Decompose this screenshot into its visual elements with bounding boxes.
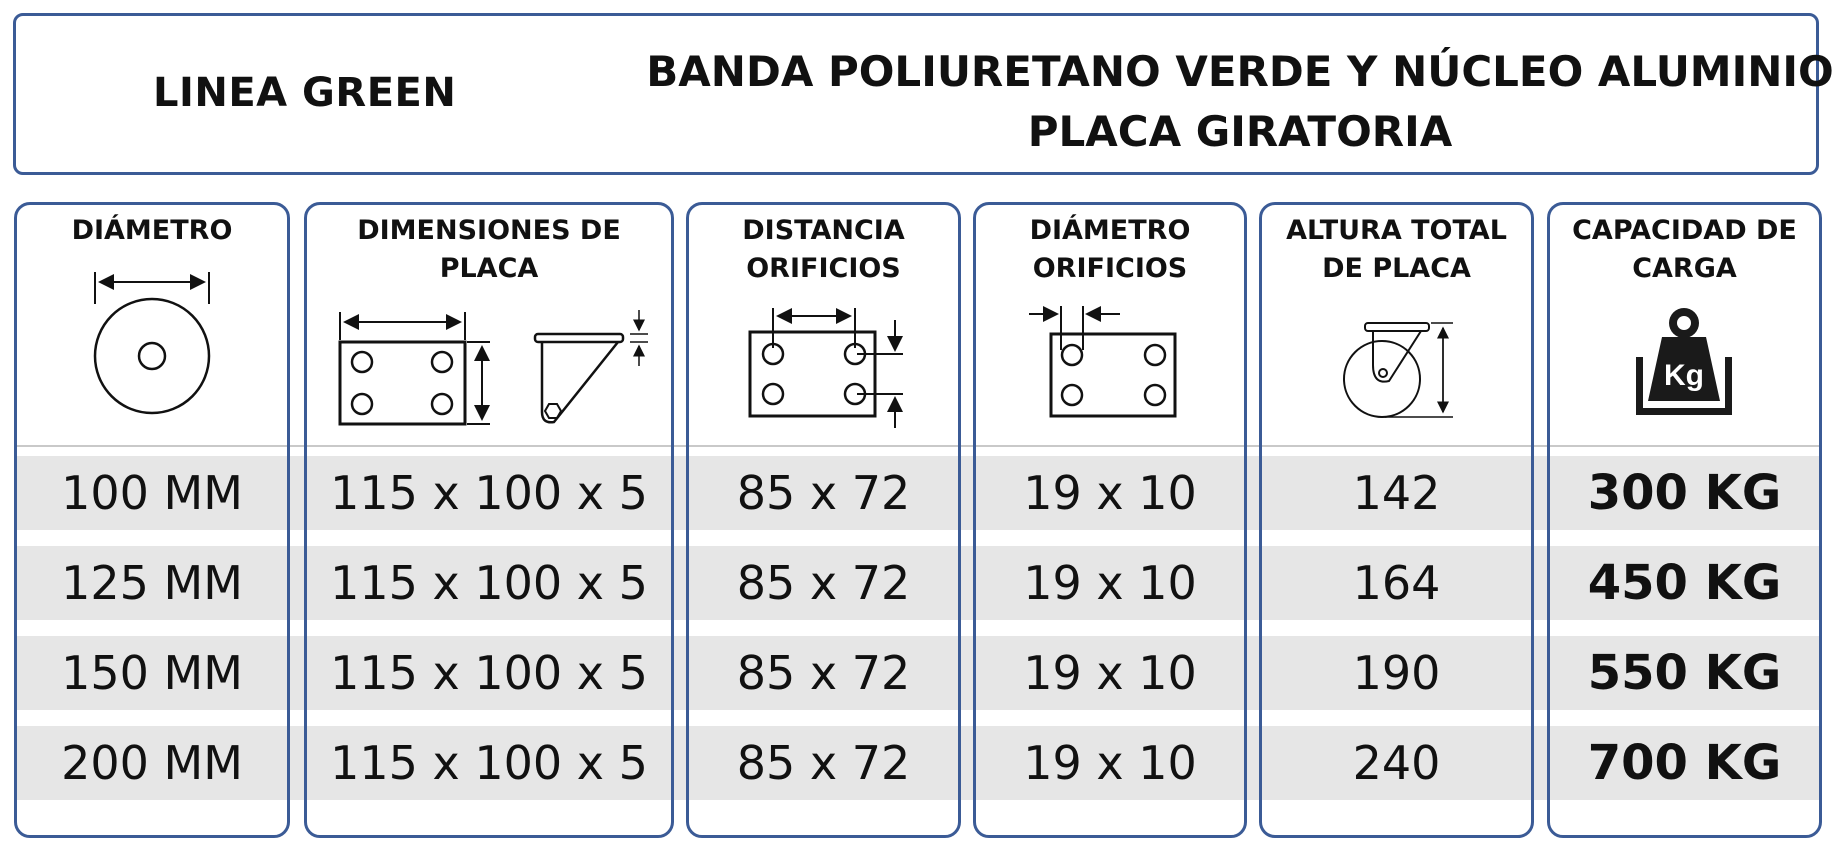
cell-capacity: 550 KG	[1587, 645, 1782, 701]
holes-diameter-icon	[1025, 300, 1195, 432]
title-line-2: PLACA GIRATORIA	[1027, 107, 1453, 156]
cell-height: 240	[1352, 736, 1441, 790]
weight-kg-icon	[1632, 305, 1737, 420]
cell-plate: 115 x 100 x 5	[330, 466, 648, 520]
cell-plate: 115 x 100 x 5	[330, 556, 648, 610]
cell-holes-diameter: 19 x 10	[1023, 466, 1197, 520]
cell-diameter: 125 MM	[61, 556, 243, 610]
cell-height: 190	[1352, 646, 1441, 700]
column-header-capacity: CAPACIDAD DE CARGA	[1572, 215, 1797, 284]
column-header-height: ALTURA TOTAL DE PLACA	[1286, 215, 1507, 284]
title-line-1: BANDA POLIURETANO VERDE Y NÚCLEO ALUMINIO	[646, 47, 1834, 96]
cell-holes-distance: 85 x 72	[736, 736, 911, 790]
cell-holes-diameter: 19 x 10	[1023, 736, 1197, 790]
column-header-plate: DIMENSIONES DE PLACA	[357, 215, 621, 284]
page-title	[640, 42, 1836, 162]
column-header-holes-diameter: DIÁMETRO ORIFICIOS	[1029, 215, 1191, 284]
weight-kg-label: Kg	[1664, 359, 1704, 392]
cell-diameter: 100 MM	[61, 466, 243, 520]
cell-holes-diameter: 19 x 10	[1023, 556, 1197, 610]
cell-plate: 115 x 100 x 5	[330, 646, 648, 700]
cell-holes-distance: 85 x 72	[736, 466, 911, 520]
cell-holes-distance: 85 x 72	[736, 556, 911, 610]
column-header-holes-distance: DISTANCIA ORIFICIOS	[742, 215, 905, 284]
cell-height: 142	[1352, 466, 1441, 520]
column-header-diameter: DIÁMETRO	[71, 215, 233, 246]
cell-holes-diameter: 19 x 10	[1023, 646, 1197, 700]
cell-plate: 115 x 100 x 5	[330, 736, 648, 790]
cell-capacity: 700 KG	[1587, 735, 1782, 791]
wheel-diameter-icon	[80, 268, 230, 428]
cell-holes-distance: 85 x 72	[736, 646, 911, 700]
cell-diameter: 150 MM	[61, 646, 243, 700]
line-name: LINEA GREEN	[153, 70, 457, 116]
cell-capacity: 300 KG	[1587, 465, 1782, 521]
holes-distance-icon	[745, 300, 915, 432]
cell-capacity: 450 KG	[1587, 555, 1782, 611]
cell-height: 164	[1352, 556, 1441, 610]
plate-dimensions-icon	[330, 300, 650, 432]
total-height-icon	[1335, 305, 1465, 425]
cell-diameter: 200 MM	[61, 736, 243, 790]
